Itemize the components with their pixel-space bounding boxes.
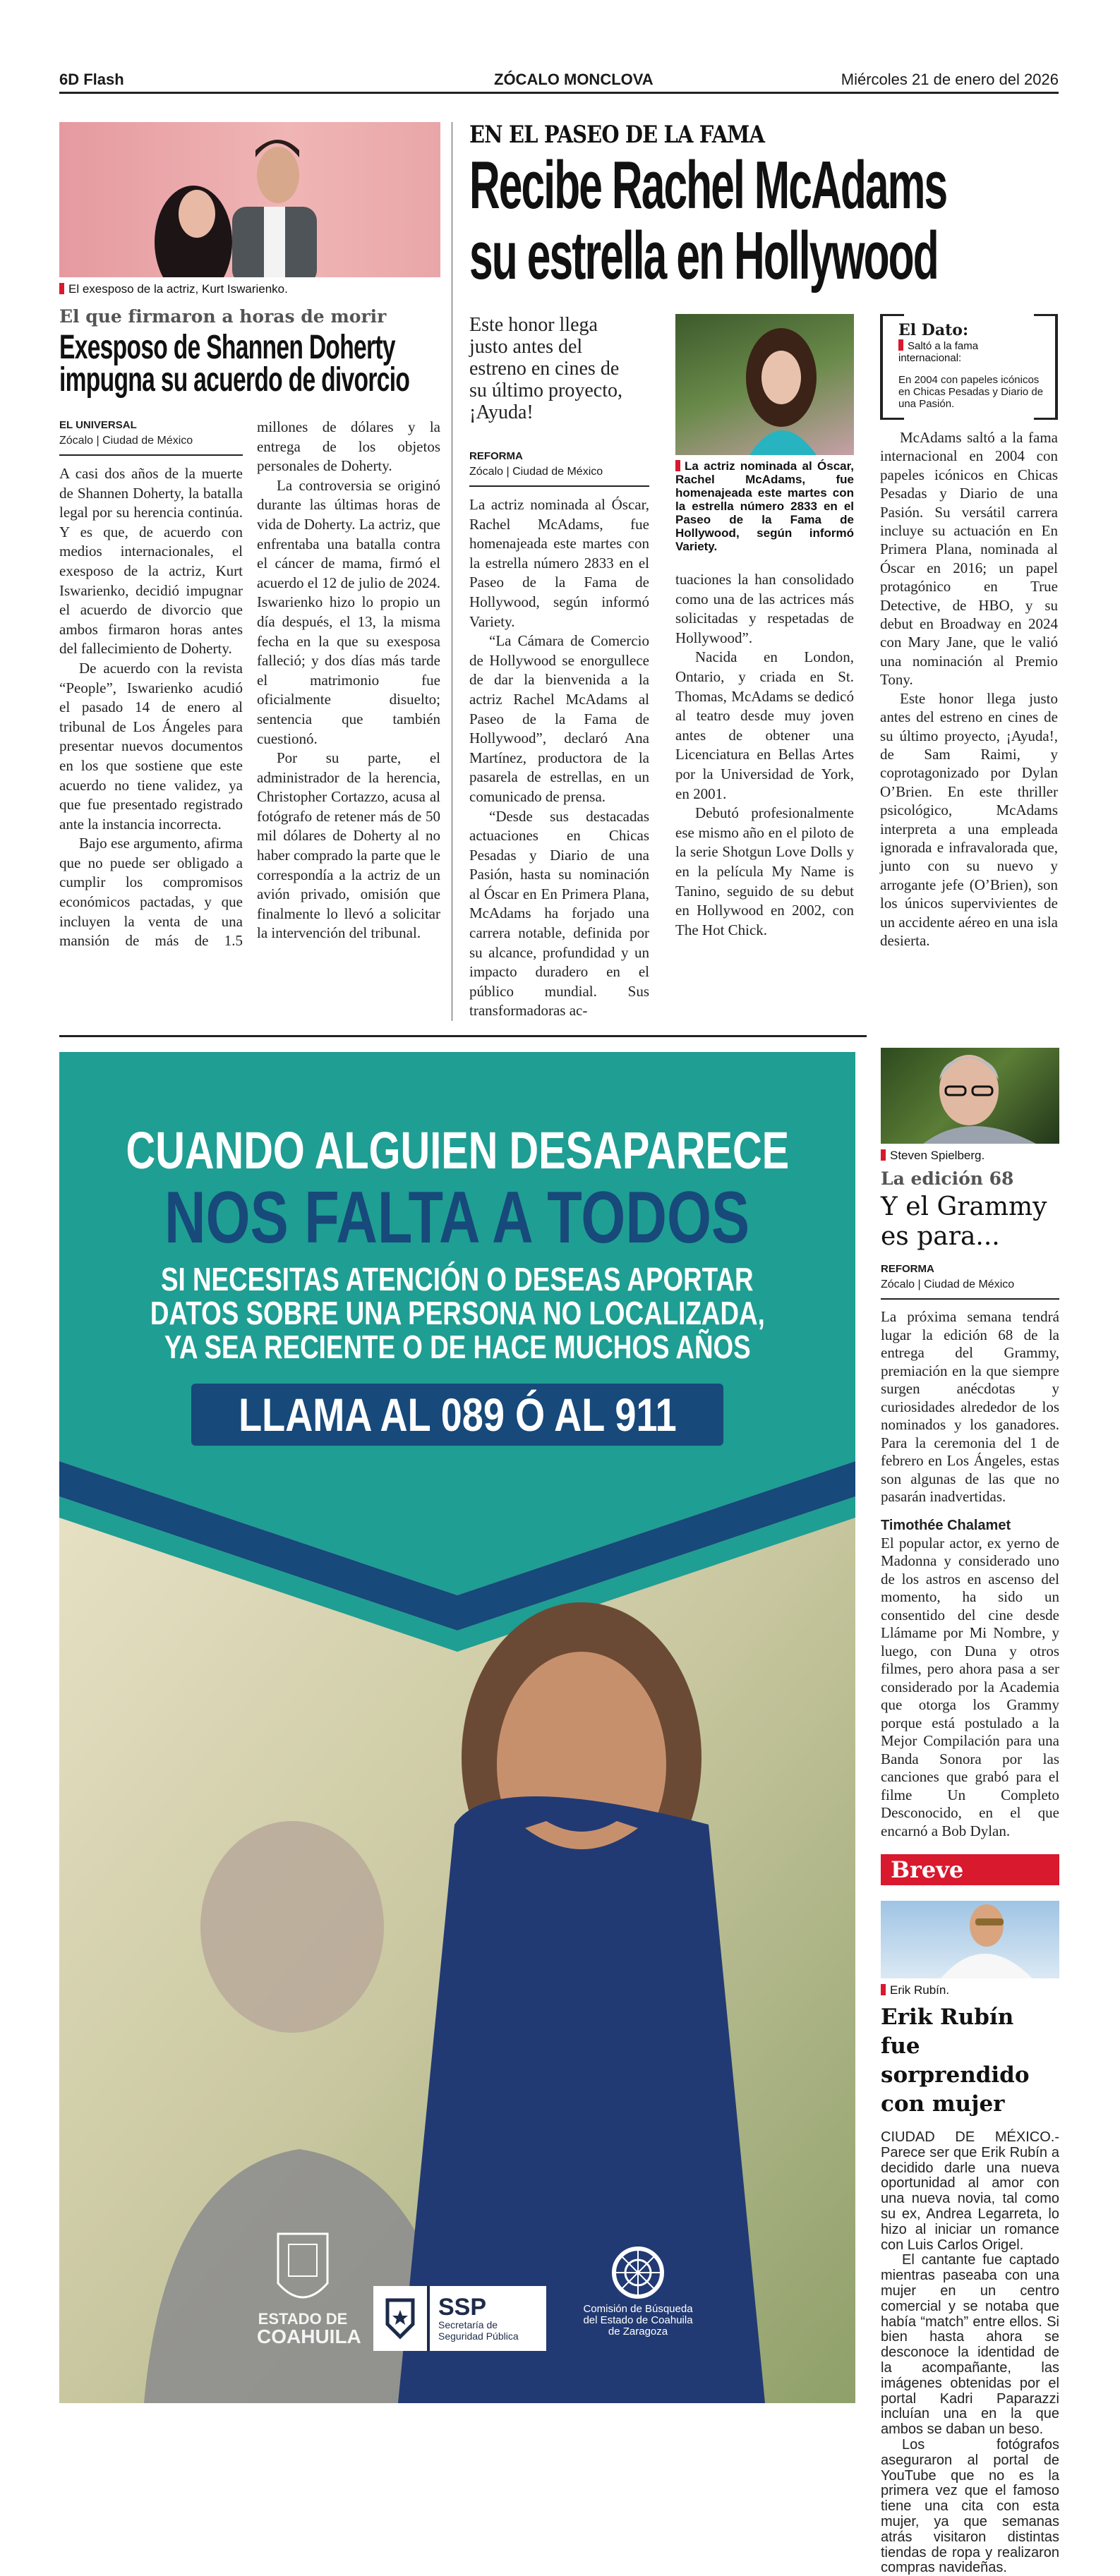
- mcadams-headline: Recibe Rachel McAdams su estrella en Hollywood: [469, 147, 947, 294]
- section-rule: [59, 1035, 867, 1037]
- mcadams-byline: REFORMA Zócalo | Ciudad de México: [469, 449, 649, 487]
- mcadams-body-col-b: tuaciones la han consolidado como una de las actrices más solicitadas y respetadas de Hollywood”. Nacida en London, Ontario, y criada en St. Thomas, McAdams se dedicó al teatro desde muy joven antes de obtener una Licenciatura en Bellas Artes por la Universidad de York, en 2001. Debutó profesionalmente ese mismo año en el piloto de la serie Shotgun Love Dolls y en la película My Name is Tanino, seguido de su debut en Hollywood en 2002, con The Hot Chick.: [675, 571, 854, 938]
- right-sidebar: [881, 1035, 1059, 2576]
- breve-headline: Erik Rubín fue sorprendido con mujer: [881, 2004, 1030, 2117]
- ad-headline: [59, 1123, 855, 1364]
- spielberg-photo: [881, 1048, 1059, 1144]
- ssp-logo: SSP Secretaría de Seguridad Pública: [373, 2286, 546, 2351]
- doherty-photo-caption: El exesposo de la actriz, Kurt Iswarienko.: [59, 282, 440, 296]
- breve-label: Breve: [881, 1854, 1059, 1885]
- spielberg-photo-caption: Steven Spielberg.: [881, 1148, 1059, 1163]
- mcadams-columns: [469, 314, 1059, 1021]
- man-in-white-shirt-illustration: [881, 1901, 1059, 1978]
- newspaper-name: ZÓCALO MONCLOVA: [494, 71, 654, 88]
- ad-call-to-action: LLAMA AL 089 Ó AL 911: [191, 1384, 723, 1446]
- bottom-section: [59, 1035, 1059, 2576]
- el-dato-text: En 2004 con papeles icónicos en Chicas Pesadas y Diario de una Pasión.: [898, 374, 1044, 410]
- mcadams-col-1: [469, 314, 649, 1021]
- grammy-headline: Y el Grammy es para...: [881, 1192, 1047, 1252]
- mcadams-col-2: [675, 314, 854, 940]
- comision-seal-icon: [611, 2244, 665, 2301]
- grammy-kicker: La edición 68: [881, 1168, 1014, 1190]
- doherty-body: EL UNIVERSAL Zócalo | Ciudad de México A casi dos años de la muerte de Shannen Doherty, la batalla legal por su herencia continúa. Y es que, de acuerdo con medios internacionales, el exesposo de la actriz, Kurt Iswarienko, decidió impugnar el acuerdo de divorcio que ambos firmaron horas antes del fallecimiento de Doherty. De acuerdo con la revista “People”, Iswarienko acudió el pasado 14 de enero al tribunal de Los Ángeles para presentar nuevos documentos en los que sostiene que este acuerdo no tiene validez, ya que fue presentado registrado ante la instancia incorrecta. Bajo ese argumento, afirma que no puede ser obligado a cumplir los compromisos económicos pactadas, y que incluyen la venta de una mansión de más de 1.5 millones de dólares y la entrega de los objetos personales de Doherty. La controversia se originó durante las últimas horas de vida de Doherty. La actriz, que enfrentaba una batalla contra el cáncer de mama, firmó el acuerdo el 12 de julio de 2024. Iswarienko hizo lo propio un día después, el 13, la misma fecha en la que su exesposa falleció; y dos días más tarde el matrimonio fue oficialmente disuelto; sentencia que también cuestionó. Por su parte, el administrador de la herencia, Christopher Cortazzo, acusa al fotógrafo de retener más de 50 mil dólares de Doherty al no haber comprado la parte que le correspondía a la actriz de un avión privado, omisión que finalmente lo llevó a solicitar la intervención del tribunal.: [59, 418, 440, 950]
- actress-photo-illustration: [675, 314, 854, 455]
- header-rule: [59, 92, 1059, 94]
- mcadams-photo-caption: La actriz nominada al Óscar, Rachel McAdams, fue homenajeada este martes con la estrella número 2833 en el Paseo de la Fama de Hollywood, según informó Variety.: [675, 459, 854, 553]
- coahuila-logo: ESTADO DE COAHUILA: [257, 2223, 349, 2347]
- mcadams-body-col-c: McAdams saltó a la fama internacional en 2004 con papeles icónicos en Chicas Pesadas y Diario de una Pasión. Su versátil carrera incluye su actuación en En Primera Plana, nominada al Óscar en 2016; un papel protagónico en True Detective, de HBO, y su debut en Broadway en 2024 con Mary Jane, que le valió una nominación al Premio Tony. Este honor llega justo antes del estreno en cines de su último proyecto, ¡Ayuda!, de Sam Raimi, y coprotagonizado por Dylan O’Brien. En este thriller psicológico, McAdams interpreta a una empleada ignorada e infravalorada que, junto con su nuevo y arrogante jefe (O’Brien), son los únicos supervivientes de un accidente aéreo en una isla desierta.: [880, 429, 1058, 949]
- comision-busqueda-logo: Comisión de Búsqueda del Estado de Coahuila de Zaragoza: [567, 2244, 709, 2338]
- ad-column: [59, 1035, 867, 2403]
- doherty-photo: [59, 122, 440, 277]
- erik-rubin-photo: [881, 1901, 1059, 1978]
- el-dato-box: [880, 314, 1058, 420]
- mcadams-photo: [675, 314, 854, 455]
- coahuila-coat-of-arms-icon: [271, 2223, 335, 2308]
- mcadams-kicker: EN EL PASEO DE LA FAMA: [469, 121, 765, 149]
- mcadams-article: [469, 122, 1059, 1021]
- el-dato-title: El Dato:: [898, 321, 969, 339]
- page-content: [59, 122, 1059, 2576]
- grammy-byline: REFORMA Zócalo | Ciudad de México: [881, 1262, 1059, 1300]
- ad-line-2: NOS FALTA A TODOS: [164, 1177, 750, 1259]
- doherty-byline: EL UNIVERSAL Zócalo | Ciudad de México: [59, 418, 243, 456]
- doherty-headline: Exesposo de Shannen Doherty impugna su acuerdo de divorcio: [59, 329, 410, 399]
- missing-persons-ad: [59, 1052, 855, 2403]
- breve-body: CIUDAD DE MÉXICO.- Parece ser que Erik Rubín a decidido darle una nueva oportunidad al amor con una nueva novia, tal como su ex, Andrea Legarreta, lo hizo al iniciar un romance con Luis Carlos Origel. El cantante fue captado mientras paseaba con una mujer en un centro comercial y se notaba que había “match” entre ellos. Si bien hasta ahora se desconoce la identidad de la acompañante, las imágenes obtenidas por el portal Kadri Paparazzi incluían una en la que ambos se daban un beso. Los fotógrafos aseguraron al portal de YouTube que no es la primera vez que el famoso tiene una cita con esta mujer, ya que semanas atrás visitaron distintas tiendas de ropa y realizaron compras navideñas.: [881, 2129, 1059, 2576]
- mcadams-body-col-a: La actriz nominada al Óscar, Rachel McAdams, fue homenajeada este martes con la estrella número 2833 en el Paseo de la Fama de Hollywood, según informó Variety. “La Cámara de Comercio de Hollywood se enorgullece de dar la bienvenida a la actriz Rachel McAdams al Paseo de la Fama de Hollywood”, declaró Ana Martínez, productora de la pasarela de estrellas, en un comunicado de prensa. “Desde sus destacadas actuaciones en Chicas Pesadas y Diario de una Pasión, hasta su nominación al Óscar en En Primera Plana, McAdams ha forjado una carrera notable, definida por su alcance, profundidad y un impacto duradero en el público mundial. Sus transformadoras ac-: [469, 496, 649, 1020]
- ad-line-1: CUANDO ALGUIEN DESAPARECE: [126, 1121, 789, 1180]
- shield-star-icon: [373, 2286, 430, 2351]
- mcadams-col-3: [880, 314, 1058, 950]
- top-section: [59, 122, 1059, 1021]
- issue-date: Miércoles 21 de enero del 2026: [841, 71, 1059, 88]
- el-dato-lead: Saltó a la fama internacional:: [898, 339, 1044, 364]
- erik-rubin-photo-caption: Erik Rubín.: [881, 1983, 1059, 1997]
- grammy-body: La próxima semana tendrá lugar la edición 68 de la entrega del Grammy, premiación en la que siempre surgen anécdotas y curiosidades alrededor de los nominados y los ganadores. Para la ceremonia del 1 de febrero en Los Ángeles, estas son algunas de las que no pasarán inadvertidas. Timothée Chalamet El popular actor, ex yerno de Madonna y considerado uno de los astros en ascenso del momento, ha sido un consentido del cine desde Llámame por Mi Nombre, y luego, con Duna y otros filmes, pero ahora pasa a ser considerado por la Academia que otorga los Grammy porque está postulado a la Mejor Compilación para una Banda Sonora por las canciones que grabó para el filme Un Completo Desconocido, en el que encarnó a Bob Dylan.: [881, 1308, 1059, 1839]
- page-section: 6D Flash: [59, 71, 124, 88]
- doherty-article: [59, 122, 440, 951]
- ad-subtext: SI NECESITAS ATENCIÓN O DESEAS APORTAR DATOS SOBRE UNA PERSONA NO LOCALIZADA, YA SEA RECIENTE O DE HACE MUCHOS AÑOS: [150, 1261, 765, 1366]
- mcadams-deck: Este honor llega justo antes del estreno en cines de su último proyecto, ¡Ayuda!: [469, 314, 622, 423]
- man-portrait-illustration: [881, 1048, 1059, 1144]
- grammy-subhead: Timothée Chalamet: [881, 1517, 1011, 1533]
- doherty-kicker: El que firmaron a horas de morir: [59, 306, 387, 327]
- couple-photo-illustration: [59, 122, 440, 277]
